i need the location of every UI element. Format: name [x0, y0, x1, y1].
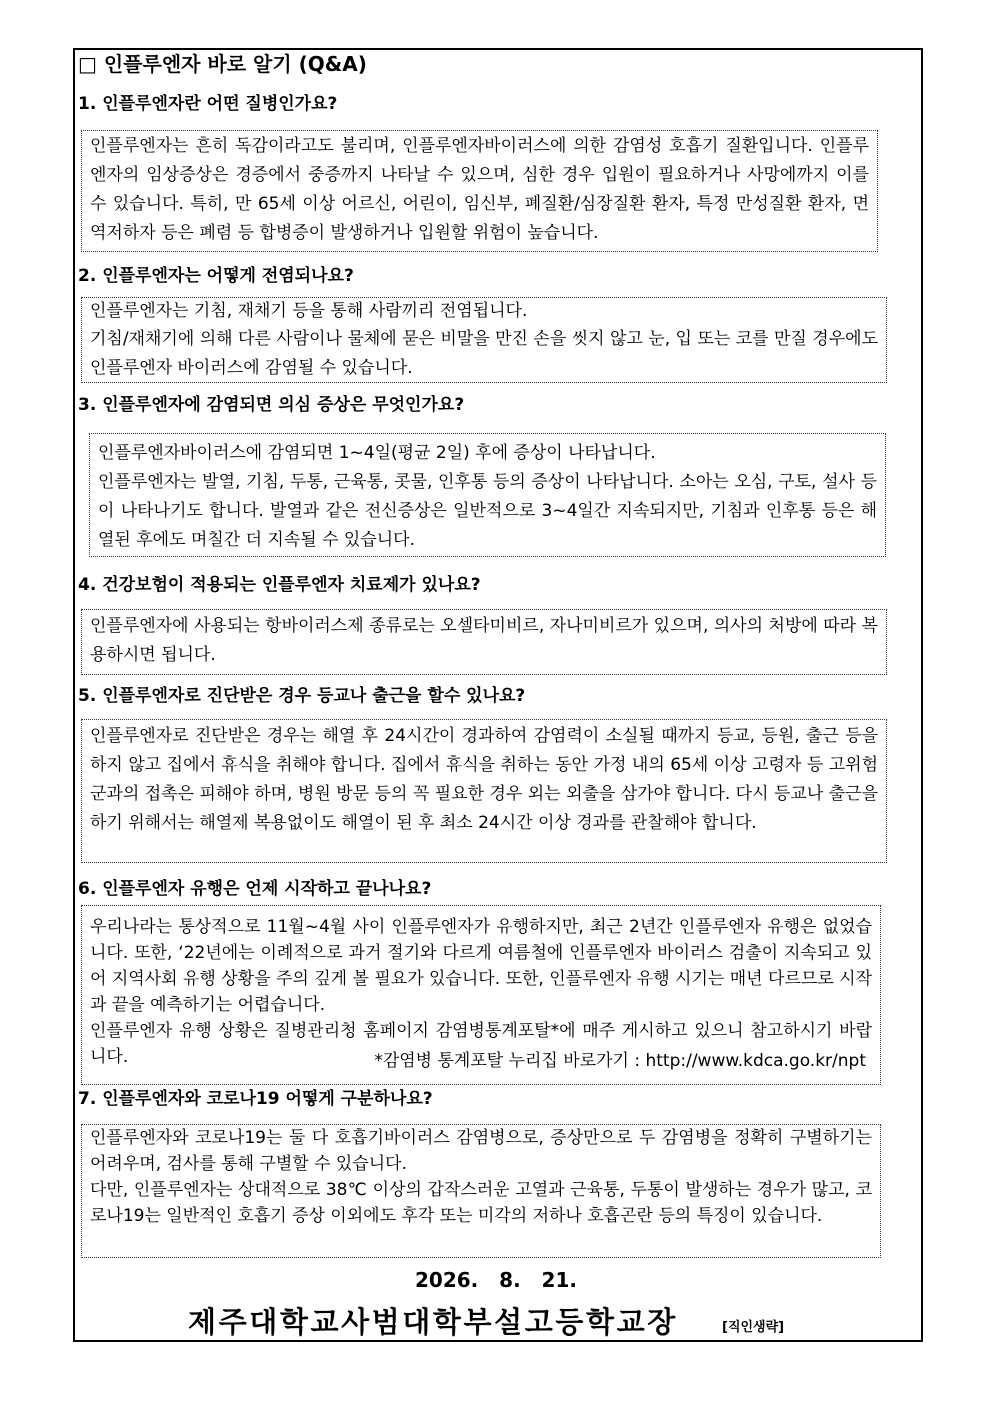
stats-portal-link[interactable]: *감염병 통계포탈 누리집 바로가기 : http://www.kdca.go.kr/npt: [374, 1051, 866, 1071]
question-7: 7. 인플루엔자와 코로나19 어떻게 구분하나요?: [78, 1089, 433, 1109]
question-4: 4. 건강보험이 적용되는 인플루엔자 치료제가 있나요?: [78, 575, 481, 595]
answer-5-text: 인플루엔자로 진단받은 경우는 해열 후 24시간이 경과하여 감염력이 소실될 때까지 등교, 등원, 출근 등을 하지 않고 집에서 휴식을 취해야 합니다. 집에서 휴식을 취하는 동안 가정 내의 65세 이상 고령자 등 고위험군과의 접촉은 피해야 하며, 병원 방문 등의 꼭 필요한 경우 외는 외출을 삼가야 합니다. 다시 등교나 출근을 하기 위해서는 해열제 복용없이도 해열이 된 후 최소 24시간 이상 경과를 관찰해야 합니다.: [90, 726, 878, 833]
answer-box-5: [81, 719, 887, 863]
question-3: 3. 인플루엔자에 감염되면 의심 증상은 무엇인가요?: [78, 395, 465, 415]
question-1: 1. 인플루엔자란 어떤 질병인가요?: [78, 94, 338, 114]
principal-signature: 제주대학교사범대학부설고등학교장: [188, 1305, 678, 1339]
page-title: □ 인플루엔자 바로 알기 (Q&A): [78, 52, 367, 76]
answer-2-line-2: 기침/재채기에 의해 다른 사람이나 물체에 묻은 비말을 만진 손을 씻지 않고 눈, 입 또는 코를 만질 경우에도 인플루엔자 바이러스에 감염될 수 있습니다.: [90, 329, 878, 378]
answer-4-text: 인플루엔자에 사용되는 항바이러스제 종류로는 오셀타미비르, 자나미비르가 있으며, 의사의 처방에 따라 복용하시면 됩니다.: [90, 616, 878, 665]
answer-7-line-1: 인플루엔자와 코로나19는 둘 다 호흡기바이러스 감염병으로, 증상만으로 두 감염병을 정확히 구별하기는 어려우며, 검사를 통해 구별할 수 있습니다.: [90, 1128, 872, 1174]
answer-2-line-1: 인플루엔자는 기침, 재채기 등을 통해 사람끼리 전염됩니다.: [90, 301, 528, 321]
answer-box-1: [81, 130, 878, 252]
answer-6-line-1: 우리나라는 통상적으로 11월~4월 사이 인플루엔자가 유행하지만, 최근 2년간 인플루엔자 유행은 없었습니다. 또한, ‘22년에는 이례적으로 과거 절기와 다르게 여름철에 인플루엔자 바이러스 검출이 지속되고 있어 지역사회 유행 상황을 주의 깊게 볼 필요가 있습니다. 또한, 인플루엔자 유행 시기는 매년 다르므로 시작과 끝을 예측하기는 어렵습니다.: [90, 917, 872, 1015]
answer-box-4: [81, 609, 887, 675]
answer-box-7: [81, 1124, 881, 1258]
answer-box-3: [89, 433, 886, 557]
answer-6-line-2: 인플루엔자 유행 상황은 질병관리청 홈페이지 감염병통계포탈*에 매주 게시하고 있으니 참고하시기 바랍니다.: [90, 1021, 872, 1067]
issue-date: 2026. 8. 21.: [415, 1268, 577, 1292]
answer-box-6: [81, 905, 881, 1085]
answer-7-line-2: 다만, 인플루엔자는 상대적으로 38℃ 이상의 갑작스러운 고열과 근육통, 두통이 발생하는 경우가 많고, 코로나19는 일반적인 호흡기 증상 이외에도 후각 또는 미각의 저하나 호흡곤란 등의 특징이 있습니다.: [90, 1180, 872, 1226]
seal-omitted-note: [직인생략]: [722, 1320, 785, 1335]
answer-3-line-1: 인플루엔자바이러스에 감염되면 1~4일(평균 2일) 후에 증상이 나타납니다.: [98, 443, 656, 463]
answer-box-2: [81, 297, 887, 383]
answer-1-text: 인플루엔자는 흔히 독감이라고도 불리며, 인플루엔자바이러스에 의한 감염성 호흡기 질환입니다. 인플루엔자의 임상증상은 경증에서 중증까지 나타날 수 있으며, 심한 경우 입원이 필요하거나 사망에까지 이를 수 있습니다. 특히, 만 65세 이상 어르신, 어린이, 임신부, 폐질환/심장질환 환자, 특정 만성질환 환자, 면역저하자 등은 폐렴 등 합병증이 발생하거나 입원할 위험이 높습니다.: [90, 136, 869, 243]
question-6: 6. 인플루엔자 유행은 언제 시작하고 끝나나요?: [78, 879, 432, 899]
question-5: 5. 인플루엔자로 진단받은 경우 등교나 출근을 할수 있나요?: [78, 686, 526, 706]
question-2: 2. 인플루엔자는 어떻게 전염되나요?: [78, 266, 354, 286]
answer-3-line-2: 인플루엔자는 발열, 기침, 두통, 근육통, 콧물, 인후통 등의 증상이 나타납니다. 소아는 오심, 구토, 설사 등이 나타나기도 합니다. 발열과 같은 전신증상은 일반적으로 3~4일간 지속되지만, 기침과 인후통 등은 해열된 후에도 며칠간 더 지속될 수 있습니다.: [98, 472, 877, 550]
